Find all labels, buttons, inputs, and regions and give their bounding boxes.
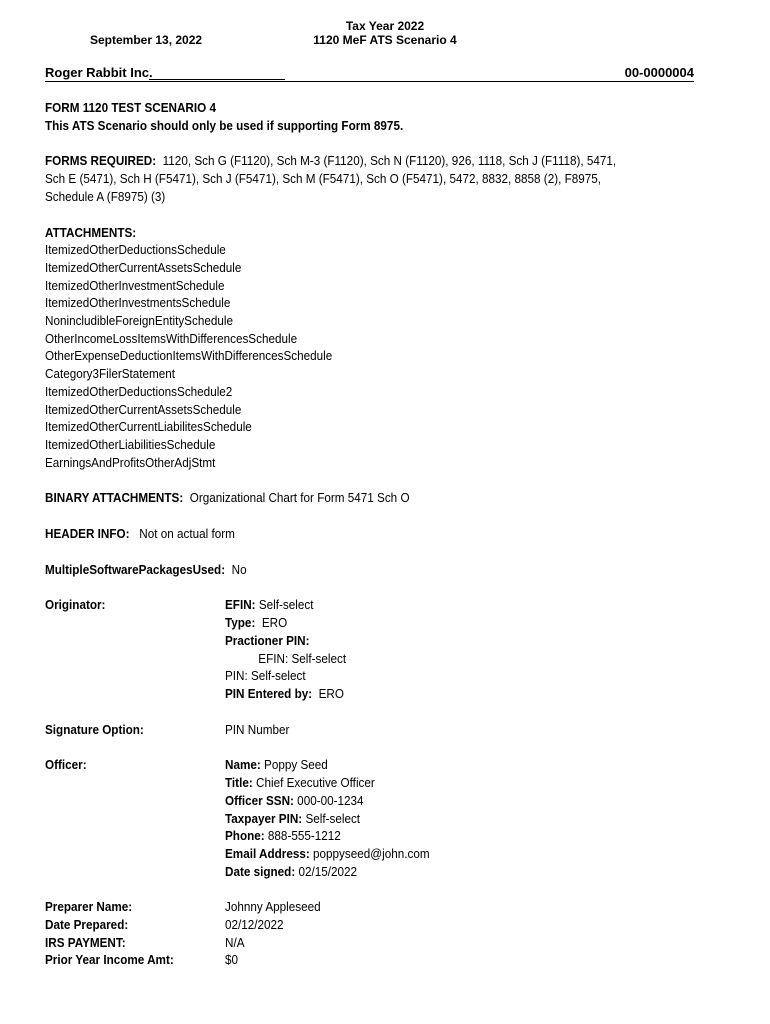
efin-label: EFIN:	[225, 597, 256, 613]
attachments-label: ATTACHMENTS:	[45, 224, 137, 240]
practioner-pin: PIN: Self-select	[225, 668, 306, 684]
preparer-name-label: Preparer Name:	[45, 899, 133, 915]
binary-attachments	[45, 489, 675, 507]
officer-phone-label: Phone:	[225, 828, 265, 844]
forms-required-line3: Schedule A (F8975) (3)	[45, 188, 166, 204]
pin-entered-value: ERO	[318, 685, 344, 701]
company-row	[45, 64, 694, 82]
attachments-section	[45, 224, 675, 472]
preparer-name-row	[45, 898, 675, 916]
officer-row	[45, 756, 675, 880]
scenario-note: This ATS Scenario should only be used if supporting Form 8975.	[45, 117, 404, 133]
officer-ssn-value: 000-00-1234	[297, 792, 364, 808]
pin-entered-label: PIN Entered by:	[225, 685, 313, 701]
originator-row	[45, 596, 675, 702]
attachment-item: EarningsAndProfitsOtherAdjStmt	[45, 454, 216, 470]
multiple-software-label: MultipleSoftwarePackagesUsed:	[45, 561, 226, 577]
header-title	[290, 19, 480, 47]
header-info-label: HEADER INFO:	[45, 526, 130, 542]
prior-year-row	[45, 951, 675, 969]
signature-option-label: Signature Option:	[45, 721, 144, 737]
header-info-value: Not on actual form	[139, 526, 235, 542]
forms-required-line2: Sch E (5471), Sch H (F5471), Sch J (F5471), Sch M (F5471), Sch O (F5471), 5472, 8832, 8858 (2), F8975,	[45, 171, 602, 187]
irs-payment-value: N/A	[225, 934, 245, 950]
date-prepared-label: Date Prepared:	[45, 917, 129, 933]
type-label: Type:	[225, 615, 256, 631]
attachment-item: ItemizedOtherDeductionsSchedule2	[45, 383, 233, 399]
type-value: ERO	[261, 615, 288, 631]
officer-details	[225, 756, 430, 880]
preparer-name-value: Johnny Appleseed	[225, 899, 321, 915]
binary-attachments-label: BINARY ATTACHMENTS:	[45, 490, 184, 506]
prior-year-label: Prior Year Income Amt:	[45, 952, 174, 968]
forms-required-label: FORMS REQUIRED:	[45, 153, 157, 169]
date-prepared-value: 02/12/2022	[225, 917, 284, 933]
attachment-item: ItemizedOtherCurrentAssetsSchedule	[45, 401, 242, 417]
officer-label: Officer:	[45, 757, 87, 773]
attachment-item: Category3FilerStatement	[45, 366, 176, 382]
originator-details	[225, 596, 346, 702]
officer-name-value: Poppy Seed	[264, 757, 328, 773]
binary-attachments-value: Organizational Chart for Form 5471 Sch O	[189, 490, 410, 506]
attachment-item: ItemizedOtherInvestmentSchedule	[45, 277, 225, 293]
attachment-item: ItemizedOtherCurrentLiabilitesSchedule	[45, 419, 252, 435]
officer-email-label: Email Address:	[225, 845, 310, 861]
attachment-item: ItemizedOtherCurrentAssetsSchedule	[45, 259, 242, 275]
attachment-item: OtherIncomeLossItemsWithDifferencesSchedule	[45, 330, 298, 346]
company-underline	[149, 79, 285, 80]
practioner-pin-label: Practioner PIN:	[225, 632, 310, 648]
taxpayer-pin-value: Self-select	[305, 810, 361, 826]
scenario-title: 1120 MeF ATS Scenario 4	[313, 33, 457, 47]
officer-email-value: poppyseed@john.com	[313, 845, 430, 861]
company-ein: 00-0000004	[624, 65, 694, 80]
prior-year-value: $0	[225, 952, 239, 968]
officer-title-value: Chief Executive Officer	[256, 775, 375, 791]
irs-payment-row	[45, 934, 675, 952]
attachment-item: ItemizedOtherInvestmentsSchedule	[45, 295, 231, 311]
signature-option-value: PIN Number	[225, 721, 290, 737]
signature-option-row	[45, 721, 675, 739]
efin-value: Self-select	[258, 597, 314, 613]
tax-year: Tax Year 2022	[345, 19, 425, 33]
company-name: Roger Rabbit Inc.	[45, 65, 153, 80]
officer-title-label: Title:	[225, 775, 253, 791]
attachment-item: NonincludibleForeignEntitySchedule	[45, 313, 233, 329]
header-info	[45, 525, 675, 543]
attachment-item: ItemizedOtherDeductionsSchedule	[45, 242, 226, 258]
forms-required-line1: 1120, Sch G (F1120), Sch M-3 (F1120), Sch N (F1120), 926, 1118, Sch J (F1118), 5471,	[162, 153, 617, 169]
officer-ssn-label: Officer SSN:	[225, 792, 294, 808]
attachment-item: OtherExpenseDeductionItemsWithDifferencesSchedule	[45, 348, 333, 364]
originator-label: Originator:	[45, 597, 106, 613]
attachment-item: ItemizedOtherLiabilitiesSchedule	[45, 436, 216, 452]
date-prepared-row	[45, 916, 675, 934]
multiple-software	[45, 561, 675, 579]
multiple-software-value: No	[231, 561, 247, 577]
date-signed-value: 02/15/2022	[298, 863, 358, 879]
irs-payment-label: IRS PAYMENT:	[45, 934, 126, 950]
forms-required	[45, 152, 675, 205]
taxpayer-pin-label: Taxpayer PIN:	[225, 810, 303, 826]
officer-name-label: Name:	[225, 757, 261, 773]
scenario-heading: FORM 1120 TEST SCENARIO 4	[45, 100, 216, 115]
practioner-efin: EFIN: Self-select	[258, 650, 347, 666]
officer-phone-value: 888-555-1212	[267, 828, 341, 844]
header-date: September 13, 2022	[90, 33, 203, 47]
document-body	[45, 99, 675, 969]
date-signed-label: Date signed:	[225, 863, 296, 879]
